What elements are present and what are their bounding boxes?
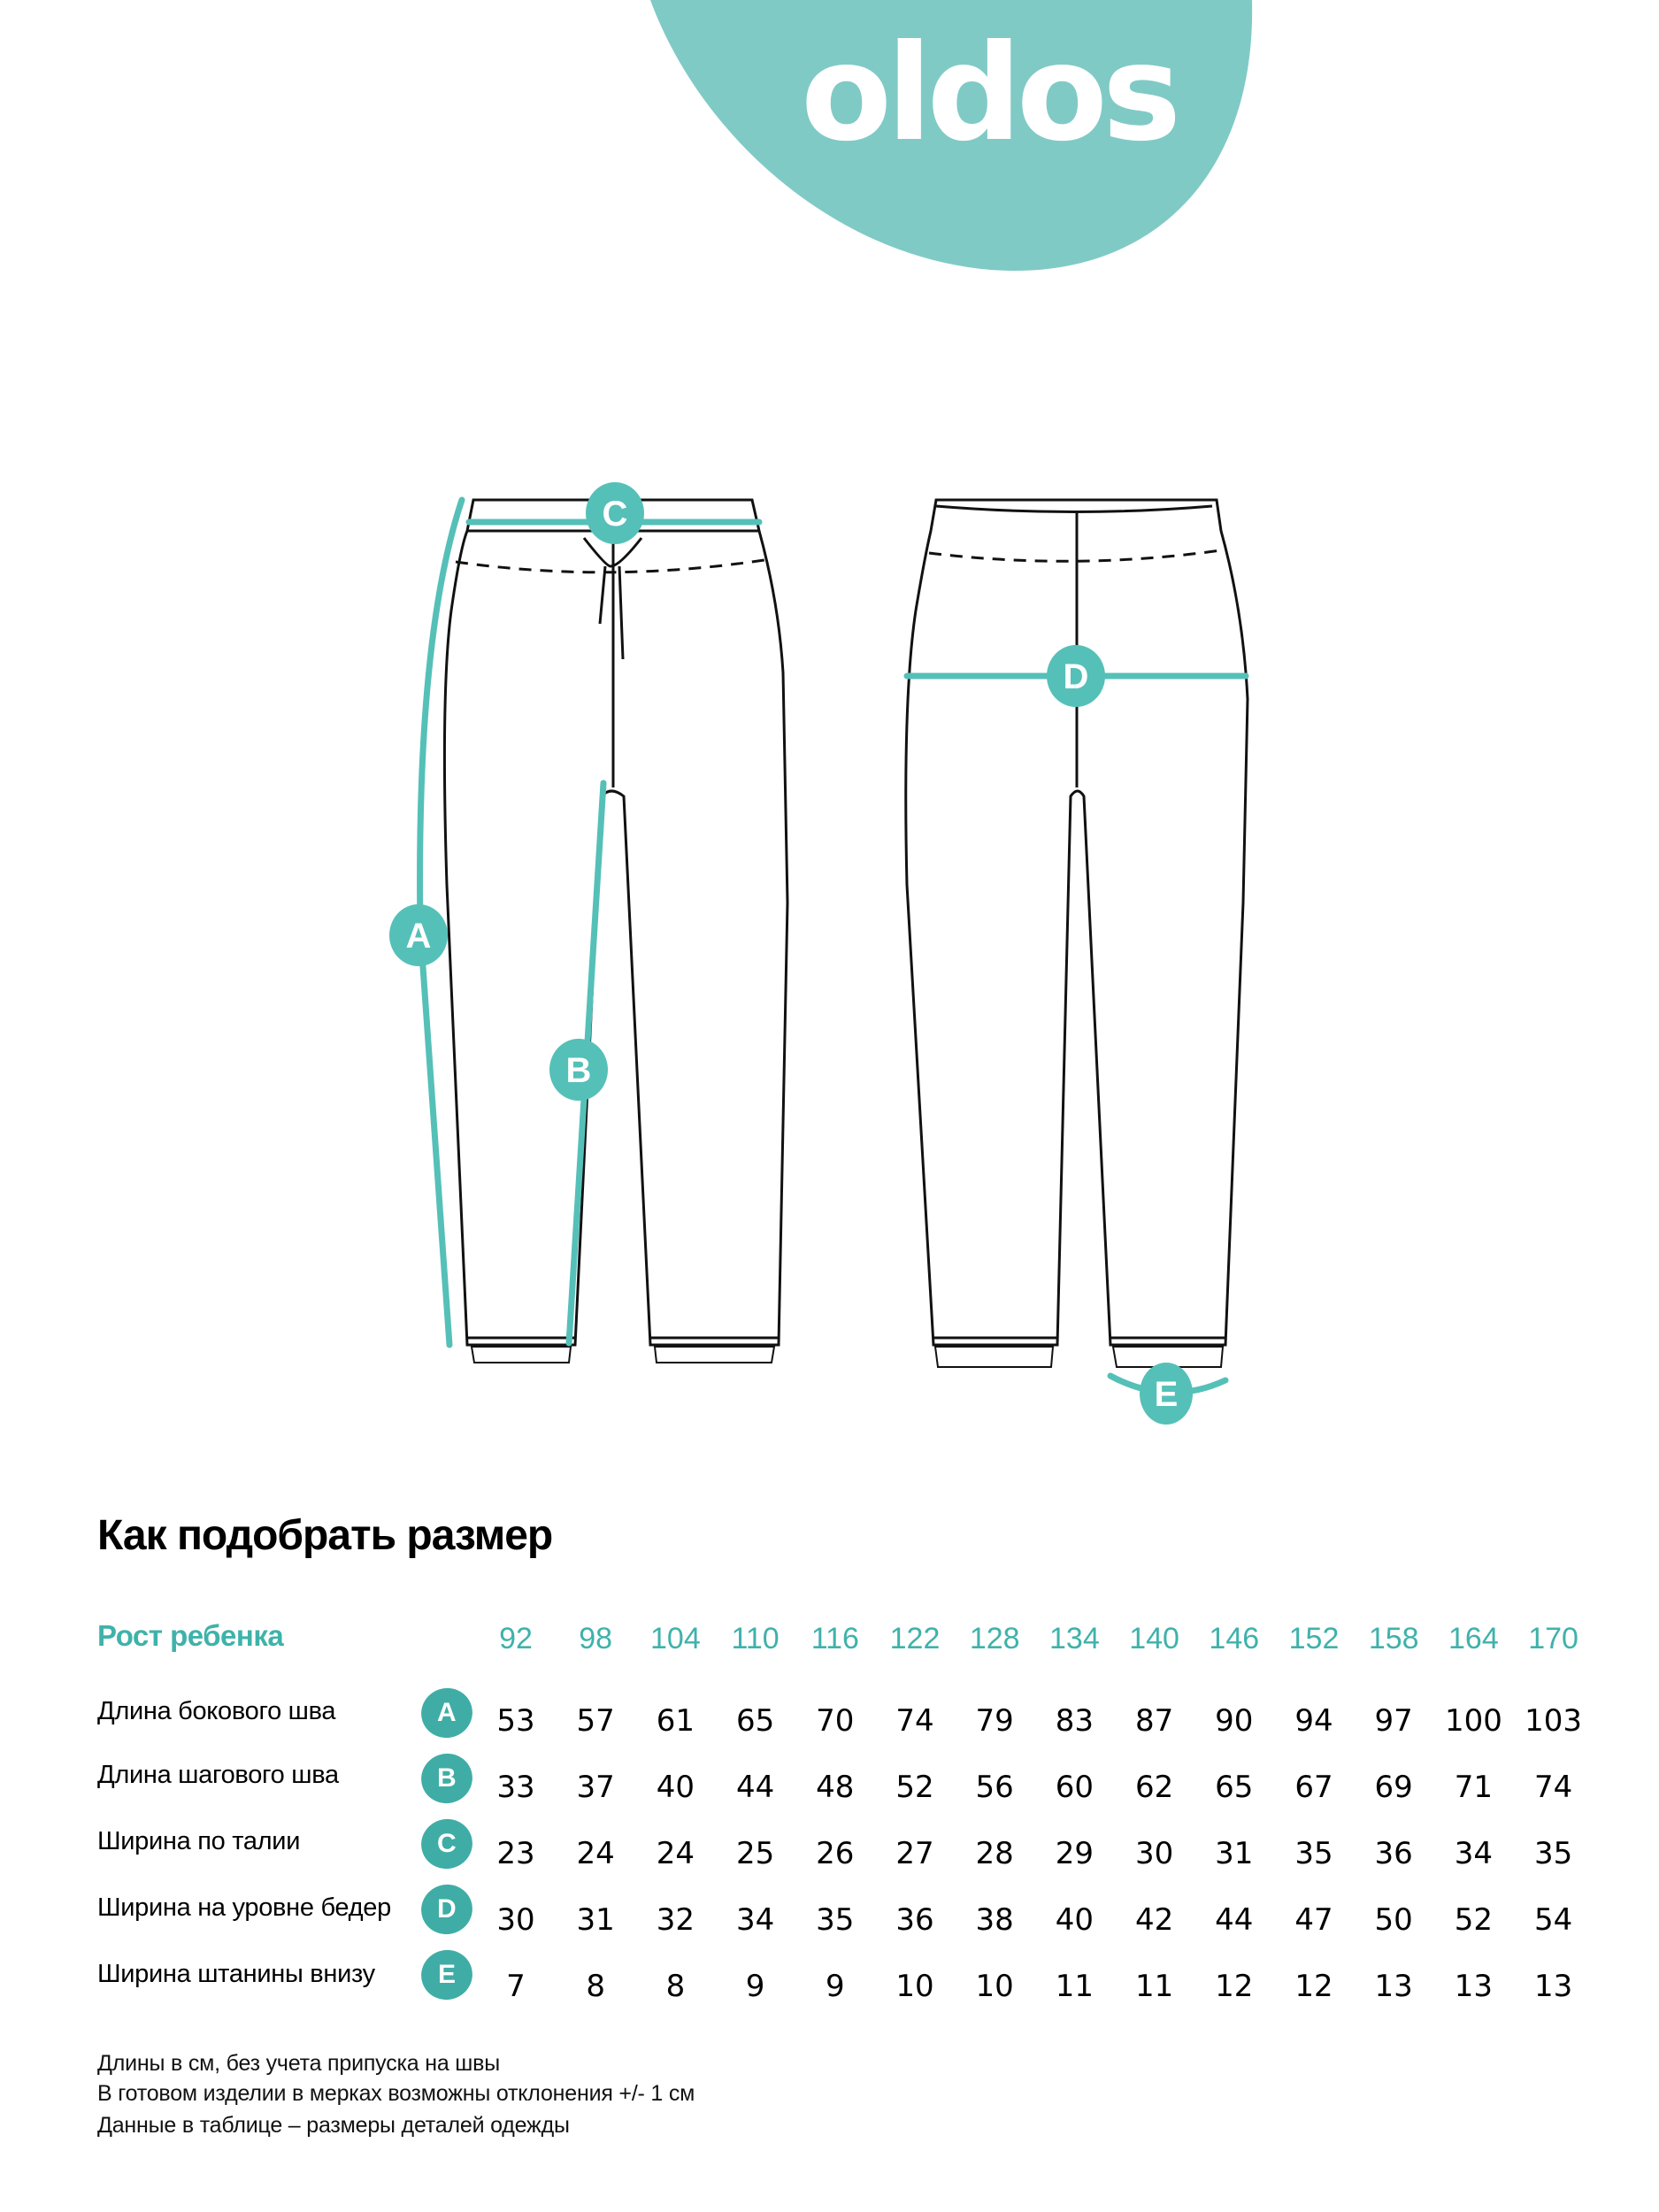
table-cell: 65 xyxy=(735,1703,775,1739)
height-column-header: 170 xyxy=(1528,1622,1578,1655)
row-label: Ширина на уровне бедер xyxy=(97,1893,391,1922)
table-cell: 69 xyxy=(1374,1770,1413,1805)
table-cell: 32 xyxy=(656,1902,695,1938)
height-column-header: 158 xyxy=(1368,1622,1419,1655)
table-cell: 9 xyxy=(745,1969,765,2004)
height-column-header: 128 xyxy=(969,1622,1020,1655)
table-cell: 44 xyxy=(1215,1902,1254,1938)
table-cell: 31 xyxy=(576,1902,615,1938)
diagram-marker-c xyxy=(586,482,644,544)
measurement-badge-letter: C xyxy=(437,1829,457,1859)
table-cell: 71 xyxy=(1454,1770,1494,1805)
measurement-badge xyxy=(415,1747,479,1809)
table-cell: 74 xyxy=(1533,1770,1573,1805)
brand-logo-text: oldos xyxy=(801,17,1177,171)
row-label: Ширина штанины внизу xyxy=(97,1960,375,1988)
measurement-badge-letter: B xyxy=(437,1763,457,1793)
table-cell: 67 xyxy=(1294,1770,1333,1805)
table-cell: 94 xyxy=(1294,1703,1333,1739)
diagram-marker-b xyxy=(549,1039,608,1101)
table-cell: 33 xyxy=(496,1770,535,1805)
table-cell: 13 xyxy=(1374,1969,1413,2004)
svg-text:D: D xyxy=(1063,657,1089,696)
measurement-badge xyxy=(415,1681,479,1744)
height-column-header: 92 xyxy=(499,1622,533,1655)
back-view-pants xyxy=(906,500,1248,1367)
table-cell: 83 xyxy=(1055,1703,1094,1739)
table-cell: 7 xyxy=(506,1969,526,2004)
measurement-badge xyxy=(415,1943,479,2006)
table-cell: 30 xyxy=(496,1902,535,1938)
footnote: Длины в см, без учета припуска на швы xyxy=(97,2051,500,2076)
table-cell: 10 xyxy=(895,1969,934,2004)
table-cell: 57 xyxy=(576,1703,615,1739)
table-cell: 48 xyxy=(816,1770,855,1805)
table-cell: 90 xyxy=(1215,1703,1254,1739)
measurement-badge xyxy=(415,1878,479,1940)
height-column-header: 110 xyxy=(731,1622,780,1655)
table-cell: 60 xyxy=(1055,1770,1094,1805)
table-cell: 36 xyxy=(895,1902,934,1938)
table-cell: 56 xyxy=(975,1770,1014,1805)
table-cell: 23 xyxy=(496,1836,535,1871)
table-cell: 74 xyxy=(895,1703,934,1739)
table-cell: 87 xyxy=(1134,1703,1174,1739)
table-cell: 100 xyxy=(1444,1703,1502,1739)
table-cell: 97 xyxy=(1374,1703,1413,1739)
table-cell: 12 xyxy=(1294,1969,1333,2004)
table-cell: 54 xyxy=(1533,1902,1573,1938)
row-label: Длина шагового шва xyxy=(97,1761,339,1789)
height-column-header: 134 xyxy=(1049,1622,1100,1655)
height-column-header: 152 xyxy=(1288,1622,1340,1655)
svg-text:C: C xyxy=(602,495,628,534)
table-cell: 65 xyxy=(1215,1770,1254,1805)
table-cell: 52 xyxy=(895,1770,934,1805)
table-cell: 31 xyxy=(1215,1836,1254,1871)
table-cell: 29 xyxy=(1055,1836,1094,1871)
table-cell: 40 xyxy=(1055,1902,1094,1938)
measurement-badge xyxy=(415,1812,479,1875)
diagram-marker-a xyxy=(389,904,448,966)
table-cell: 37 xyxy=(576,1770,615,1805)
height-column-header: 140 xyxy=(1129,1622,1179,1655)
table-cell: 38 xyxy=(975,1902,1014,1938)
measurement-badge-letter: E xyxy=(437,1960,457,1990)
height-column-header: 104 xyxy=(650,1622,701,1655)
height-column-header: 164 xyxy=(1448,1622,1499,1655)
table-cell: 35 xyxy=(816,1902,855,1938)
measurement-badge-letter: A xyxy=(437,1698,457,1728)
row-label: Ширина по талии xyxy=(97,1827,301,1855)
front-view-pants xyxy=(444,500,787,1363)
table-cell: 26 xyxy=(816,1836,855,1871)
table-cell: 36 xyxy=(1374,1836,1413,1871)
diagram-marker-e xyxy=(1140,1363,1193,1425)
svg-text:B: B xyxy=(565,1051,592,1090)
measurement-lines xyxy=(420,500,1246,1393)
table-cell: 13 xyxy=(1533,1969,1573,2004)
diagram-marker-d xyxy=(1047,645,1105,707)
table-cell: 79 xyxy=(975,1703,1014,1739)
footnote: В готовом изделии в мерках возможны отклонения +/- 1 см xyxy=(97,2081,695,2106)
table-cell: 28 xyxy=(975,1836,1014,1871)
pants-measurement-diagram xyxy=(0,460,1659,1451)
table-cell: 34 xyxy=(1454,1836,1494,1871)
height-column-header: 116 xyxy=(810,1622,859,1655)
measurement-badge-letter: D xyxy=(437,1894,457,1924)
row-label: Длина бокового шва xyxy=(97,1697,336,1725)
table-cell: 25 xyxy=(735,1836,775,1871)
table-cell: 53 xyxy=(496,1703,535,1739)
table-cell: 12 xyxy=(1215,1969,1254,2004)
table-cell: 40 xyxy=(656,1770,695,1805)
table-header-label: Рост ребенка xyxy=(97,1619,284,1652)
table-cell: 34 xyxy=(735,1902,775,1938)
height-column-header: 98 xyxy=(579,1622,613,1655)
table-cell: 11 xyxy=(1055,1969,1094,2004)
table-cell: 103 xyxy=(1525,1703,1583,1739)
table-cell: 13 xyxy=(1454,1969,1494,2004)
table-cell: 35 xyxy=(1533,1836,1573,1871)
table-cell: 61 xyxy=(656,1703,695,1739)
table-cell: 9 xyxy=(825,1969,845,2004)
svg-text:A: A xyxy=(405,917,432,956)
table-cell: 8 xyxy=(665,1969,686,2004)
table-cell: 10 xyxy=(975,1969,1014,2004)
section-title: Как подобрать размер xyxy=(97,1512,553,1559)
table-cell: 35 xyxy=(1294,1836,1333,1871)
svg-text:E: E xyxy=(1154,1375,1179,1414)
table-cell: 47 xyxy=(1294,1902,1333,1938)
table-cell: 42 xyxy=(1134,1902,1174,1938)
table-cell: 24 xyxy=(576,1836,615,1871)
table-cell: 44 xyxy=(735,1770,775,1805)
height-column-header: 122 xyxy=(889,1622,941,1655)
table-cell: 8 xyxy=(586,1969,605,2004)
table-cell: 24 xyxy=(656,1836,695,1871)
brand-logo xyxy=(801,17,1181,171)
table-cell: 70 xyxy=(816,1703,855,1739)
table-cell: 11 xyxy=(1134,1969,1174,2004)
table-cell: 27 xyxy=(895,1836,934,1871)
table-cell: 30 xyxy=(1134,1836,1174,1871)
table-cell: 50 xyxy=(1374,1902,1413,1938)
height-column-header: 146 xyxy=(1209,1622,1260,1655)
table-cell: 52 xyxy=(1454,1902,1494,1938)
table-cell: 62 xyxy=(1134,1770,1174,1805)
footnote: Данные в таблице – размеры деталей одежды xyxy=(97,2113,570,2138)
